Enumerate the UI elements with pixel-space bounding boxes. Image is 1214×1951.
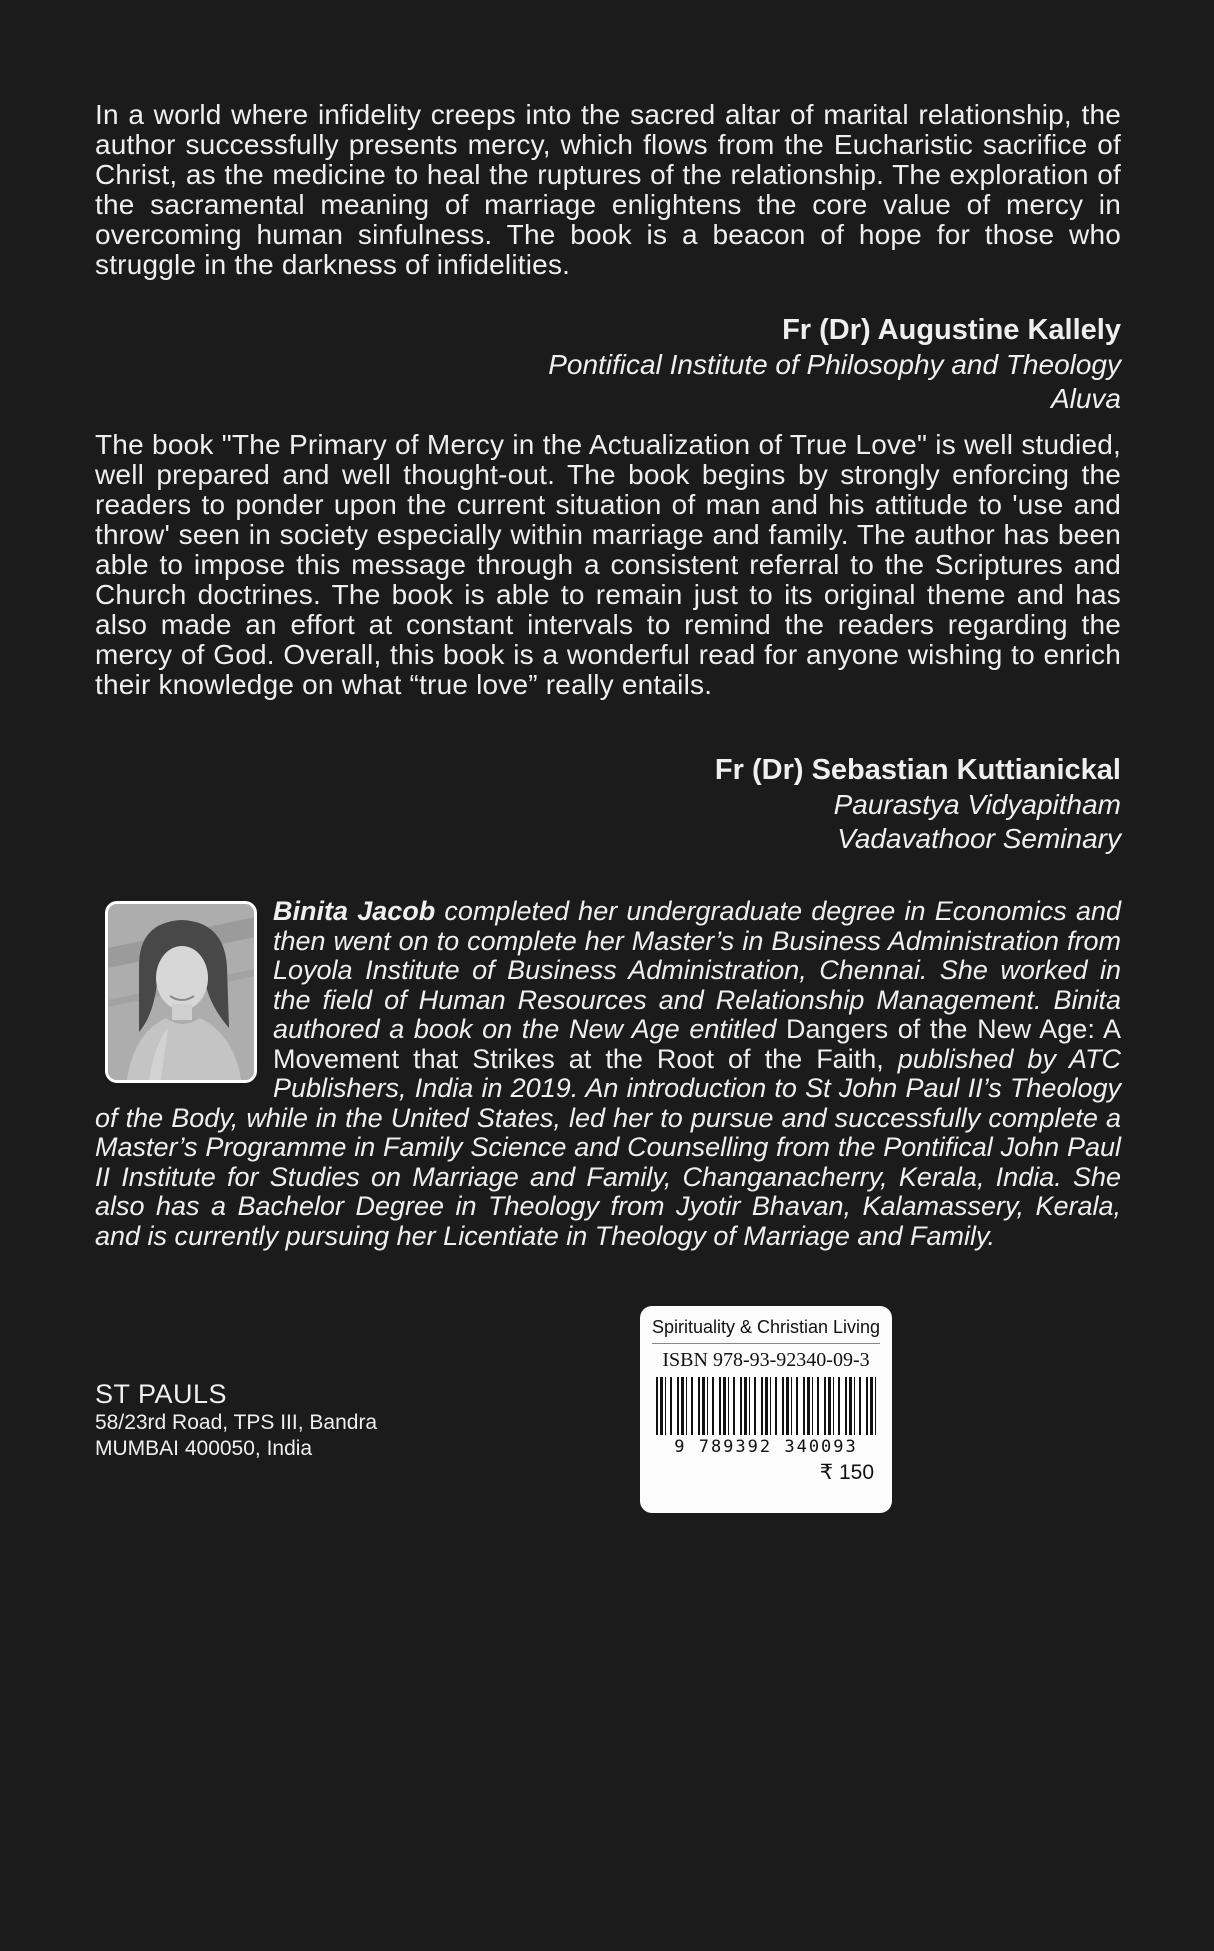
price-label: ₹ 150 — [819, 1461, 874, 1484]
author-portrait-illustration — [108, 904, 257, 1083]
testimonial-2-text: The book "The Primary of Mercy in the Actualization of True Love" is well studied, well prepared and well thought-out. The book begins by strongly enforcing the readers to ponder upon the current situation of man and his attitude to 'use and throw' seen in society especially within marriage and family. The author has been able to impose this message through a consistent referral to the Scriptures and Church doctrines. The book is able to remain just to its original theme and has also made an effort at constant intervals to remind the readers regarding the mercy of God. Overall, this book is a wonderful read for anyone wishing to enrich their knowledge on what “true love” really entails. — [95, 429, 1121, 700]
barcode-panel-divider — [652, 1343, 880, 1344]
testimonial-1-author: Fr (Dr) Augustine Kallely — [782, 314, 1121, 346]
testimonial-2-author: Fr (Dr) Sebastian Kuttianickal — [714, 754, 1121, 786]
author-bio-name: Binita Jacob — [273, 896, 445, 926]
barcode-panel — [640, 1306, 892, 1513]
author-portrait-photo — [105, 901, 257, 1083]
author-bio-section — [95, 897, 1121, 1251]
testimonial-2-seminary: Vadavathoor Seminary — [837, 823, 1121, 854]
publisher-address-line-1: 58/23rd Road, TPS III, Bandra — [95, 1411, 378, 1434]
testimonial-1-affiliation: Pontifical Institute of Philosophy and Theology — [548, 349, 1121, 380]
testimonial-1-text: In a world where infidelity creeps into the sacred altar of marital relationship, the author successfully presents mercy, which flows from the Eucharistic sacrifice of Christ, as the medicine to heal the ruptures of the relationship. The exploration of the sacramental meaning of marriage enlightens the core value of mercy in overcoming human sinfulness. The book is a beacon of hope for those who struggle in the darkness of infidelities. — [95, 99, 1121, 280]
book-category-label: Spirituality & Christian Living — [651, 1317, 881, 1337]
author-bio-segment-1: completed her undergraduate degree in Economics and then went on to complete her Master’s in Business Administration from Loyola Institute of Business Administration, Chennai. She worked in the field of Human Resources and Relationship Management. Binita authored a book on the New Age entitled — [273, 896, 1121, 1044]
isbn-label: ISBN 978-93-92340-09-3 — [662, 1349, 870, 1371]
testimonial-1-attribution — [95, 312, 1121, 416]
author-bio-book-title: Dangers of the New Age: A Movement that Strikes at the Root of the Faith, — [273, 1014, 1121, 1074]
ean-barcode — [656, 1377, 876, 1435]
author-bio-segment-3: published by ATC Publishers, India in 2019. An introduction to St John Paul II’s Theology of the Body, while in the United States, led her to pursue and successfully complete a Master’s Programme in Family Science and Counselling from the Pontifical John Paul II Institute for Studies on Marriage and Family, Changanacherry, Kerala, India. She also has a Bachelor Degree in Theology from Jyotir Bhavan, Kalamassery, Kerala, and is currently pursuing her Licentiate in Theology of Marriage and Family. — [95, 1043, 1121, 1251]
publisher-address-line-2: MUMBAI 400050, India — [95, 1437, 313, 1460]
publisher-block — [95, 1378, 377, 1462]
testimonial-1-place: Aluva — [1050, 383, 1121, 414]
testimonial-2-attribution — [95, 752, 1121, 856]
testimonial-2-affiliation: Paurastya Vidyapitham — [833, 789, 1121, 820]
ean-number: 9 789392 340093 — [674, 1437, 858, 1457]
publisher-name: ST PAULS — [95, 1379, 228, 1409]
